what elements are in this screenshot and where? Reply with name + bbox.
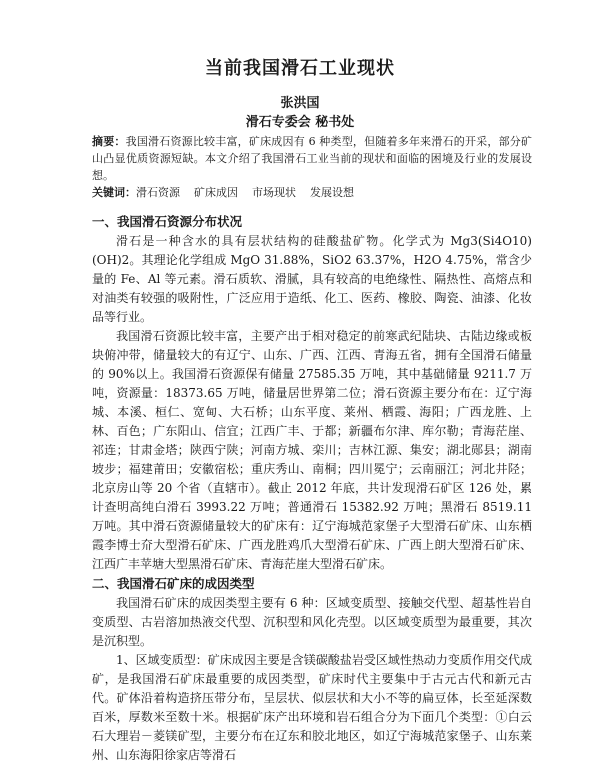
author-affiliation: 滑石专委会 秘书处 bbox=[245, 115, 355, 130]
paragraph: 我国滑石资源比较丰富，主要产出于相对稳定的前寒武纪陆块、古陆边缘或板块俯冲带，储量较大的有辽宁、山东、广西、江西、青海五省，拥有全国滑石储量的 90%以上。我国滑石资源保有储量 27585.35 万吨，其中基础储量 9211.7 万吨，资源量：18373.65 万吨，储量居世界第二位；滑石资源主要分布在：辽宁海城、本溪、桓仁、宽甸、大石桥；山东平度、莱州、栖霞、海阳；广西龙胜、上林、百色；广东阳山、信宜；江西广丰、于都；新疆布尔津、库尔勒；青海茫崖、祁连；甘肃金塔；陕西宁陕；河南方城、栾川；吉林江源、集安；湖北郧县；湖南坡步；福建莆田；安徽宿松；重庆秀山、南桐；四川冕宁；云南丽江；河北井陉；北京房山等 20 个省（直辖市）。截止 2012 年底，共计发现滑石矿区 126 处，累计查明高纯白滑石 3993.22 万吨；普通滑石 15382.92 万吨；黑滑石 8519.11 万吨。其中滑石资源储量较大的矿床有：辽宁海城范家堡子大型滑石矿床、山东栖霞李博士夼大型滑石矿床、广西龙胜鸡爪大型滑石矿床、广西上朗大型滑石矿床、江西广丰苹塘大型黑滑石矿床、青海茫崖大型滑石矿床。 bbox=[92, 329, 532, 571]
paragraph: 滑石是一种含水的具有层状结构的硅酸盐矿物。化学式为 Mg3(Si4O10)(OH)2。其理论化学组成 MgO 31.88%，SiO2 63.37%，H2O 4.75%，常含少量的 Fe、Al 等元素。滑石质软、滑腻，具有较高的电绝缘性、隔热性、高熔点和对油类有较强的吸附性，广泛应用于造纸、化工、医药、橡胶、陶瓷、油漆、化妆品等行业。 bbox=[92, 234, 532, 324]
author-name: 张洪国 bbox=[280, 96, 320, 111]
keyword: 发展设想 bbox=[310, 186, 354, 199]
abstract-text: 我国滑石资源比较丰富，矿床成因有 6 种类型，但随着多年来滑石的开采，部分矿山凸显优质资源短缺。本文介绍了我国滑石工业当前的现状和面临的困境及行业的发展设想。 bbox=[92, 135, 532, 182]
abstract-block bbox=[92, 133, 532, 201]
paragraph: 我国滑石矿床的成因类型主要有 6 种：区域变质型、接触交代型、超基性岩自变质型、古岩溶加热液交代型、沉积型和风化壳型。以区域变质型为最重要，其次是沉积型。 bbox=[92, 596, 532, 648]
keywords bbox=[92, 184, 532, 201]
keyword: 滑石资源 bbox=[136, 186, 180, 199]
keyword: 矿床成因 bbox=[194, 186, 238, 199]
abstract-label: 摘要： bbox=[92, 135, 126, 148]
section-heading: 一、我国滑石资源分布状况 bbox=[92, 214, 243, 229]
paper-title: 当前我国滑石工业现状 bbox=[205, 58, 395, 79]
abstract bbox=[92, 133, 532, 184]
section-heading: 二、我国滑石矿床的成因类型 bbox=[92, 576, 255, 591]
paper-body bbox=[92, 210, 532, 765]
keyword: 市场现状 bbox=[252, 186, 296, 199]
paragraph: 1、区域变质型：矿床成因主要是含镁碳酸盐岩受区域性热动力变质作用交代成矿，是我国滑石矿床最重要的成因类型，矿床时代主要集中于古元古代和新元古代。矿体沿着构造挤压带分布，呈层状、似层状和大小不等的扁豆体，长至延深数百米，厚数米至数十米。根据矿床产出环境和岩石组合分为下面几个类型：①白云石大理岩－菱镁矿型，主要分布在辽东和胶北地区，如辽宁海城范家堡子、山东莱州、山东海阳徐家店等滑石 bbox=[92, 653, 532, 762]
keywords-label: 关键词： bbox=[92, 186, 136, 199]
